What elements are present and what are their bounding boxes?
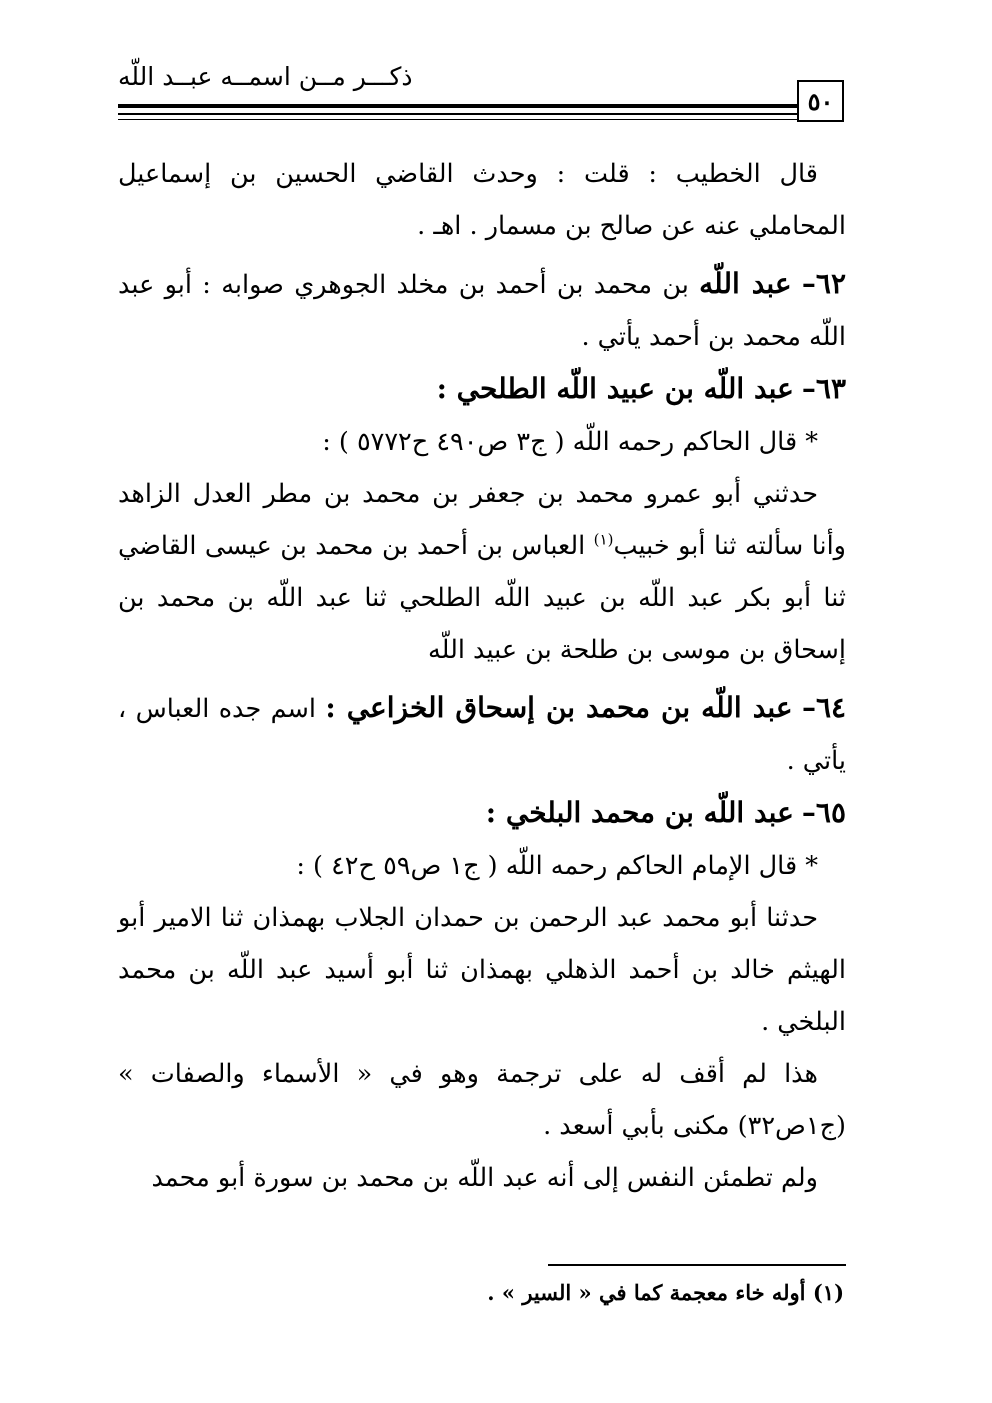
footnote-text: أوله خاء معجمة كما في « السير » .: [487, 1280, 806, 1305]
entry-name: عبد اللّه بن محمد البلخي :: [485, 796, 794, 829]
citation-hakim-1: * قال الحاكم رحمه اللّه ( ج٣ ص٤٩٠ ح٥٧٧٢ ) :: [322, 427, 818, 457]
citation-hakim-2: * قال الإمام الحاكم رحمه اللّه ( ج١ ص٥٩ ح٤٢ ) :: [296, 851, 818, 881]
entry-65: [118, 787, 846, 840]
body-text: [118, 148, 846, 1204]
page-number: ٥٠: [797, 80, 844, 122]
comment-paragraph: هذا لم أقف له على ترجمة وهو في « الأسماء والصفات » (ج١ص٣٢) مكنى بأبي أسعد .: [118, 1059, 846, 1141]
entry-number: ٦٤–: [801, 691, 847, 724]
entry-63: [118, 363, 846, 416]
entry-name: عبد اللّه بن محمد بن إسحاق الخزاعي :: [325, 691, 793, 724]
isnad-text: حدثني أبو عمرو محمد بن جعفر بن محمد بن مطر العدل الزاهد وأنا سألته ثنا أبو خبيب: [118, 479, 846, 561]
entry-64: [118, 682, 846, 787]
entry-text: اسم جده العباس ، يأتي .: [118, 694, 846, 776]
footnote-marker: (١): [593, 530, 614, 549]
footnote-marker: (١): [812, 1280, 844, 1305]
entry-number: ٦٥–: [801, 796, 846, 829]
comment-paragraph-continued: ولم تطمئن النفس إلى أنه عبد اللّه بن محمد بن سورة أبو محمد: [151, 1163, 818, 1193]
entry-62: [118, 258, 846, 363]
entry-text: بن محمد بن أحمد بن مخلد الجوهري صوابه : أبو عبد اللّه محمد بن أحمد يأتي .: [118, 270, 846, 352]
header-rule-thin: [118, 113, 808, 115]
isnad-paragraph-2: حدثنا أبو محمد عبد الرحمن بن حمدان الجلاب بهمذان ثنا الامير أبو الهيثم خالد بن أحمد الذهلي بهمذان ثنا أبو أسيد عبد اللّه بن محمد البلخي .: [118, 903, 846, 1037]
paragraph-khatib: قال الخطيب : قلت : وحدث القاضي الحسين بن إسماعيل المحاملي عنه عن صالح بن مسمار . اهـ .: [118, 159, 846, 241]
header-rule-hairline: [118, 119, 808, 120]
footnote-rule: [548, 1264, 846, 1266]
isnad-text: العباس بن أحمد بن محمد بن عيسى القاضي ثنا أبو بكر عبد اللّه بن عبيد اللّه الطلحي ثنا عبد اللّه بن محمد بن إسحاق بن موسى بن طلحة بن عبيد اللّه: [118, 531, 846, 665]
entry-number: ٦٢–: [801, 267, 846, 300]
entry-name: عبد اللّه: [699, 267, 792, 300]
running-title: ذكـــر مــن اسمــه عبــد اللّه: [118, 62, 413, 91]
footnote: [487, 1280, 844, 1305]
isnad-paragraph-1: [118, 468, 846, 676]
entry-name: عبد اللّه بن عبيد اللّه الطلحي :: [436, 372, 794, 405]
entry-number: ٦٣–: [801, 372, 846, 405]
header-rule-thick: [118, 104, 808, 108]
